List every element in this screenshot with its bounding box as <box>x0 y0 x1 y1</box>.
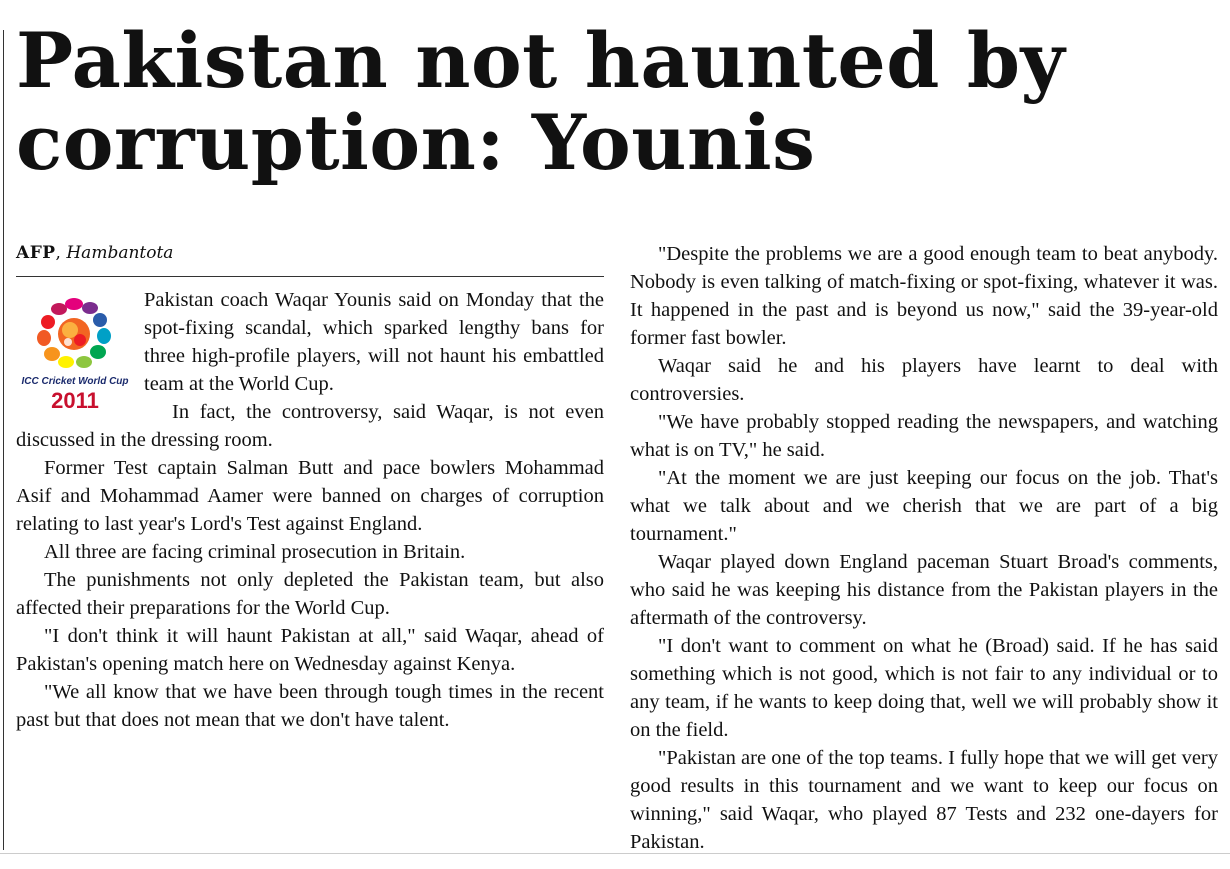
icc-cricket-world-cup-logo <box>16 286 134 418</box>
byline-place: Hambantota <box>66 243 174 263</box>
byline-divider <box>16 276 604 277</box>
paragraph: "I don't want to comment on what he (Broad) said. If he has said something which is not good, which is not fair to any individual or to any team, if he wants to keep doing that, well we will probably show it on the field. <box>630 635 1218 741</box>
paragraph: Waqar said he and his players have learnt to deal with controversies. <box>630 355 1218 405</box>
world-cup-emblem-icon <box>16 286 134 378</box>
paragraph: "We have probably stopped reading the newspapers, and watching what is on TV," he said. <box>630 411 1218 461</box>
headline: Pakistan not haunted by corruption: Younis <box>16 16 1066 187</box>
paragraph: "Despite the problems we are a good enough team to beat anybody. Nobody is even talking of match-fixing or spot-fixing, whatever it was. It happened in the past and is beyond us now," said the 39-year-old former fast bowler. <box>630 243 1218 349</box>
left-column-rule <box>3 30 4 850</box>
paragraph: "Pakistan are one of the top teams. I fully hope that we will get very good results in this tournament and we want to keep our focus on winning," said Waqar, who played 87 Tests and 232 one-dayers for Pakistan. <box>630 747 1218 853</box>
logo-year: 2011 <box>51 388 99 413</box>
paragraph: Waqar played down England paceman Stuart Broad's comments, who said he was keeping his distance from the Pakistan players in the aftermath of the controversy. <box>630 551 1218 629</box>
paragraph: "We all know that we have been through tough times in the recent past but that does not mean that we don't have talent. <box>16 681 604 731</box>
paragraph: "I don't think it will haunt Pakistan at all," said Waqar, ahead of Pakistan's opening match here on Wednesday against Kenya. <box>16 625 604 675</box>
bottom-border <box>0 853 1230 854</box>
byline <box>16 243 173 263</box>
article-left-column <box>16 286 604 734</box>
byline-agency: AFP <box>16 243 56 263</box>
paragraph: Former Test captain Salman Butt and pace bowlers Mohammad Asif and Mohammad Aamer were banned on charges of corruption relating to last year's Lord's Test against England. <box>16 457 604 535</box>
article-right-column <box>630 240 1218 856</box>
logo-caption: ICC Cricket World Cup <box>21 376 129 387</box>
paragraph: In fact, the controversy, said Waqar, is not even discussed in the dressing room. <box>16 401 604 451</box>
paragraph: Pakistan coach Waqar Younis said on Monday that the spot-fixing scandal, which sparked lengthy bans for three high-profile players, will not haunt his embattled team at the World Cup. <box>144 289 604 395</box>
paragraph: All three are facing criminal prosecution in Britain. <box>44 541 466 563</box>
byline-separator: , <box>55 243 67 263</box>
paragraph: "At the moment we are just keeping our focus on the job. That's what we talk about and we cherish that we are part of a big tournament." <box>630 467 1218 545</box>
paragraph: The punishments not only depleted the Pakistan team, but also affected their preparations for the World Cup. <box>16 569 604 619</box>
